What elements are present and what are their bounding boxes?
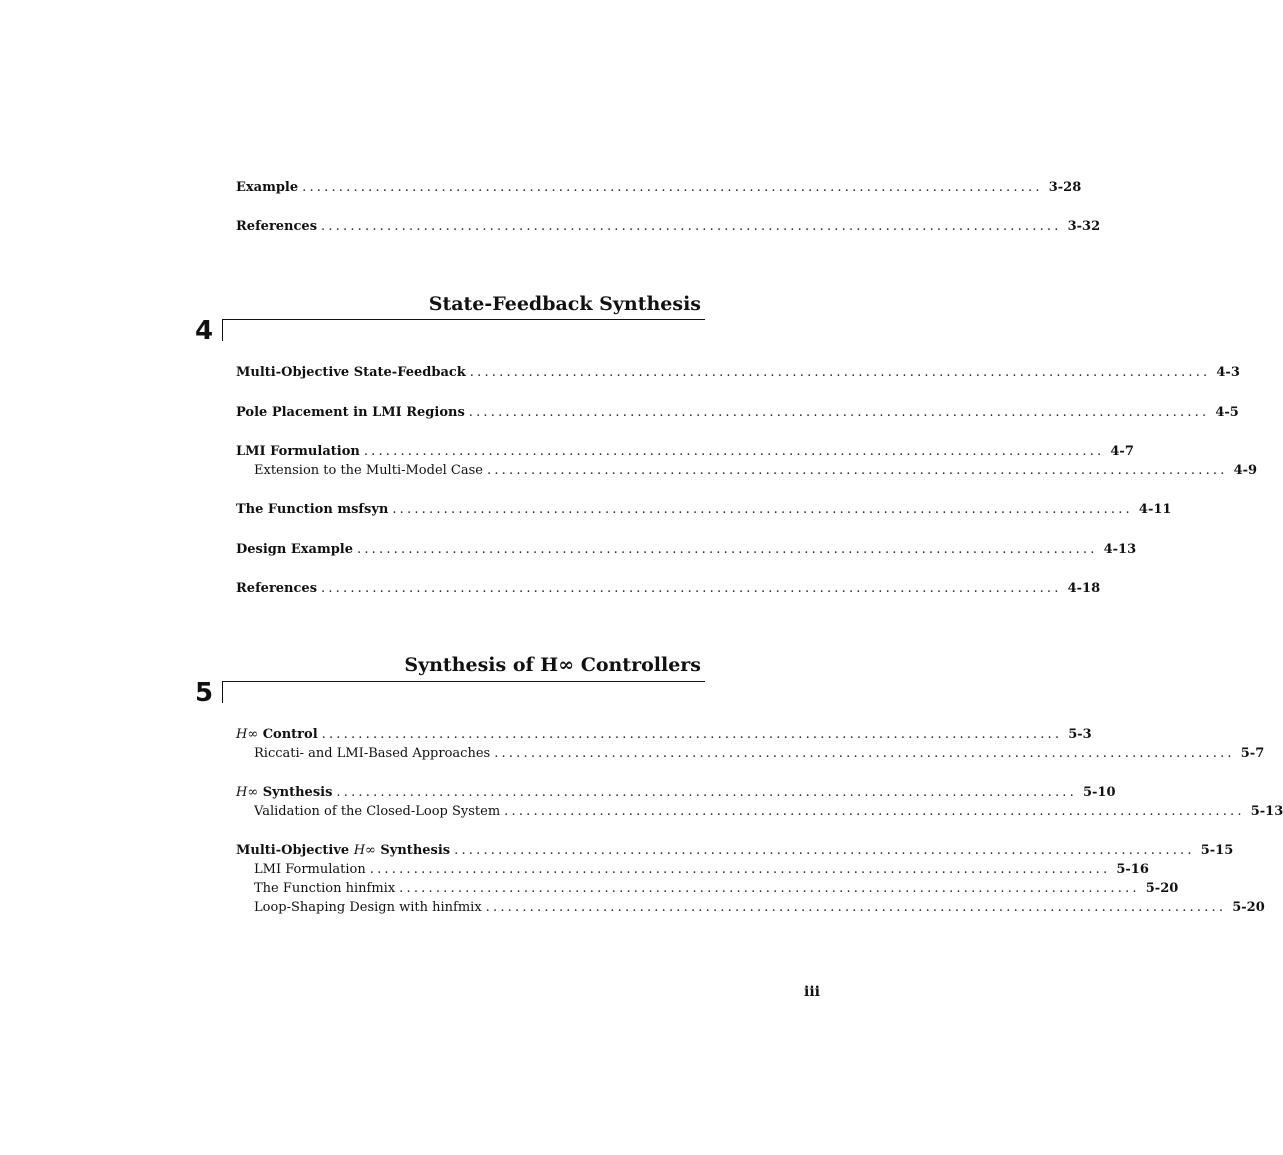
entry-title: Validation of the Closed-Loop System (254, 804, 501, 819)
entry-title: Pole Placement in LMI Regions (236, 405, 465, 420)
chapter-4-number: 4 (195, 316, 214, 346)
entry-title: Example (236, 180, 299, 195)
entry-title-text: Multi-Objective (236, 843, 354, 858)
page-number: 5-20 (1145, 881, 1179, 896)
dot-leader: ..................................................................................................... (321, 581, 1062, 596)
entry-title: Multi-Objective State-Feedback (236, 365, 466, 380)
toc-subentry-loop-shaping[interactable] (254, 899, 1265, 917)
dot-leader: ..................................................................................................... (469, 365, 1211, 380)
toc-entry-references-ch3[interactable] (236, 218, 1101, 236)
toc-entry-hinf-control[interactable] (236, 726, 1092, 744)
toc-subentry-validation[interactable] (254, 803, 1283, 821)
page-number: 4-3 (1216, 365, 1240, 380)
page-number: 4-5 (1215, 405, 1239, 420)
entry-mid: H∞ (353, 843, 376, 858)
page-number: 4-18 (1067, 581, 1101, 596)
entry-title: Extension to the Multi-Model Case (254, 463, 483, 478)
toc-subentry-function-hinfmix[interactable] (254, 880, 1179, 898)
page-number: 5-10 (1082, 785, 1116, 800)
entry-title: LMI Formulation (236, 444, 360, 459)
page-number: 4-13 (1103, 542, 1137, 557)
toc-entry-lmi-formulation[interactable] (236, 443, 1134, 461)
toc-subentry-riccati-lmi[interactable] (254, 745, 1265, 763)
dot-leader: ..................................................................................................... (494, 746, 1235, 761)
dot-leader: ..................................................................................................... (487, 463, 1228, 478)
toc-entry-pole-placement[interactable] (236, 404, 1239, 422)
dot-leader: ..................................................................................................... (504, 804, 1245, 819)
chapter-4-rule-tick (222, 319, 223, 341)
dot-leader: ..................................................................................................... (321, 219, 1062, 234)
toc-entry-design-example[interactable] (236, 541, 1137, 559)
entry-title: The Function msfsyn (236, 502, 389, 517)
dot-leader: ..................................................................................................... (321, 727, 1063, 742)
entry-title: Riccati- and LMI-Based Approaches (254, 746, 491, 761)
toc-entry-references-ch4[interactable] (236, 580, 1101, 598)
dot-leader: ..................................................................................................... (369, 862, 1111, 877)
page-number: 5-16 (1116, 862, 1149, 877)
dot-leader: ..................................................................................................... (485, 900, 1227, 915)
entry-title: Loop-Shaping Design with hinfmix (254, 900, 482, 915)
toc-entry-multi-objective-state-feedback[interactable] (236, 364, 1240, 382)
chapter-4-title: State-Feedback Synthesis (428, 293, 701, 315)
dot-leader: ..................................................................................................... (363, 444, 1105, 459)
page-number: 3-28 (1048, 180, 1082, 195)
chapter-5-number: 5 (195, 678, 214, 708)
dot-leader: ..................................................................................................... (468, 405, 1210, 420)
entry-title-text: Control (258, 727, 318, 742)
entry-prefix: H∞ (236, 727, 259, 742)
chapter-5-rule (222, 681, 705, 682)
dot-leader: ..................................................................................................... (454, 843, 1195, 858)
entry-prefix: H∞ (236, 785, 259, 800)
page-number: 5-13 (1250, 804, 1283, 819)
toc-entry-multi-objective-hinf[interactable] (236, 842, 1234, 860)
toc-entry-hinf-synthesis[interactable] (236, 784, 1116, 802)
entry-title: References (236, 219, 318, 234)
entry-title: Design Example (236, 542, 354, 557)
toc-entry-example[interactable] (236, 179, 1082, 197)
page-footer-number: iii (804, 984, 820, 1000)
entry-title-text: Synthesis (258, 785, 333, 800)
dot-leader: ..................................................................................................... (399, 881, 1140, 896)
page-number: 3-32 (1067, 219, 1101, 234)
page-number: 4-11 (1138, 502, 1172, 517)
chapter-4-rule (222, 319, 705, 320)
entry-title: References (236, 581, 318, 596)
dot-leader: ..................................................................................................... (336, 785, 1077, 800)
page-number: 4-7 (1110, 444, 1134, 459)
toc-entry-function-msfsyn[interactable] (236, 501, 1172, 519)
page-number: 5-15 (1200, 843, 1234, 858)
entry-title: The Function hinfmix (254, 881, 396, 896)
entry-title: LMI Formulation (254, 862, 366, 877)
entry-title (236, 726, 318, 744)
toc-subentry-lmi-formulation[interactable] (254, 861, 1149, 879)
chapter-5-rule-tick (222, 681, 223, 703)
page-number: 4-9 (1233, 463, 1258, 478)
page-number: 5-3 (1068, 727, 1092, 742)
dot-leader: ..................................................................................................... (392, 502, 1133, 517)
dot-leader: ..................................................................................................... (302, 180, 1043, 195)
page-number: 5-7 (1240, 746, 1265, 761)
dot-leader: ..................................................................................................... (357, 542, 1098, 557)
toc-subentry-multi-model[interactable] (254, 462, 1258, 480)
entry-title (236, 784, 332, 802)
entry-title-tail: Synthesis (375, 843, 451, 858)
entry-title (236, 842, 450, 860)
page-number: 5-20 (1232, 900, 1265, 915)
chapter-5-title: Synthesis of H∞ Controllers (404, 654, 701, 676)
